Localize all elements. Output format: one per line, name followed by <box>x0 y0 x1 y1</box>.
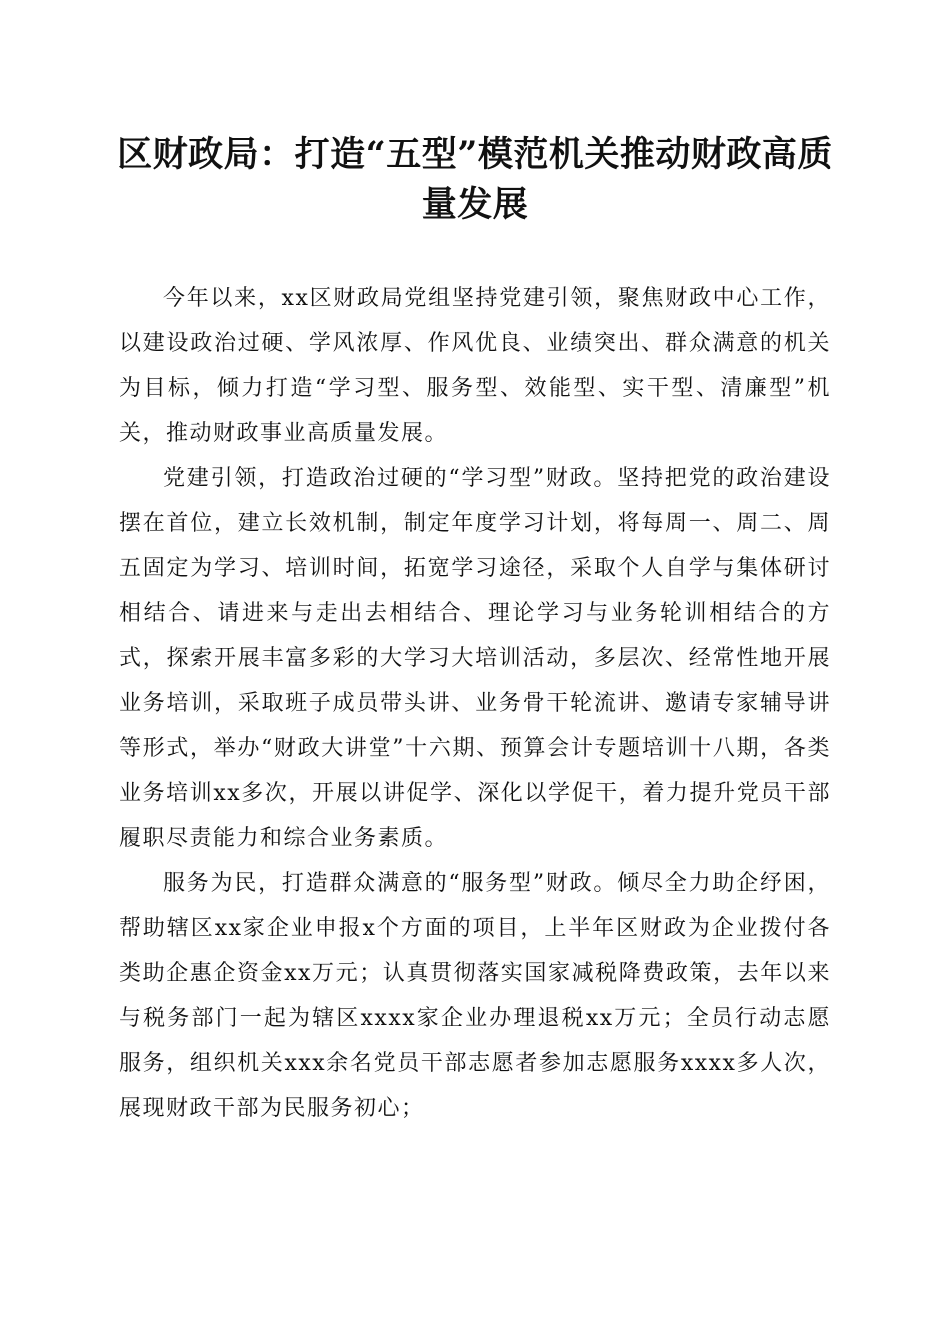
paragraph-learning-finance: 党建引领，打造政治过硬的“学习型”财政。坚持把党的政治建设摆在首位，建立长效机制，制定年度学习计划，将每周一、周二、周五固定为学习、培训时间，拓宽学习途径，采取个人自学与集体研讨相结合、请进来与走出去相结合、理论学习与业务轮训相结合的方式，探索开展丰富多彩的大学习大培训活动，多层次、经常性地开展业务培训，采取班子成员带头讲、业务骨干轮流讲、邀请专家辅导讲等形式，举办“财政大讲堂”十六期、预算会计专题培训十八期，各类业务培训xx多次，开展以讲促学、深化以学促干，着力提升党员干部履职尽责能力和综合业务素质。 <box>119 466 831 851</box>
document-body <box>119 276 831 1131</box>
paragraph-service-finance: 服务为民，打造群众满意的“服务型”财政。倾尽全力助企纾困，帮助辖区xx家企业申报x个方面的项目，上半年区财政为企业拨付各类助企惠企资金xx万元；认真贯彻落实国家减税降费政策，去年以来与税务部门一起为辖区xxxx家企业办理退税xx万元；全员行动志愿服务，组织机关xxx余名党员干部志愿者参加志愿服务xxxx多人次，展现财政干部为民服务初心； <box>119 871 831 1121</box>
document-title: 区财政局：打造“五型”模范机关推动财政高质量发展 <box>117 134 833 225</box>
paragraph-intro: 今年以来，xx区财政局党组坚持党建引领，聚焦财政中心工作，以建设政治过硬、学风浓厚、作风优良、业绩突出、群众满意的机关为目标，倾力打造“学习型、服务型、效能型、实干型、清廉型”机关，推动财政事业高质量发展。 <box>119 286 831 446</box>
